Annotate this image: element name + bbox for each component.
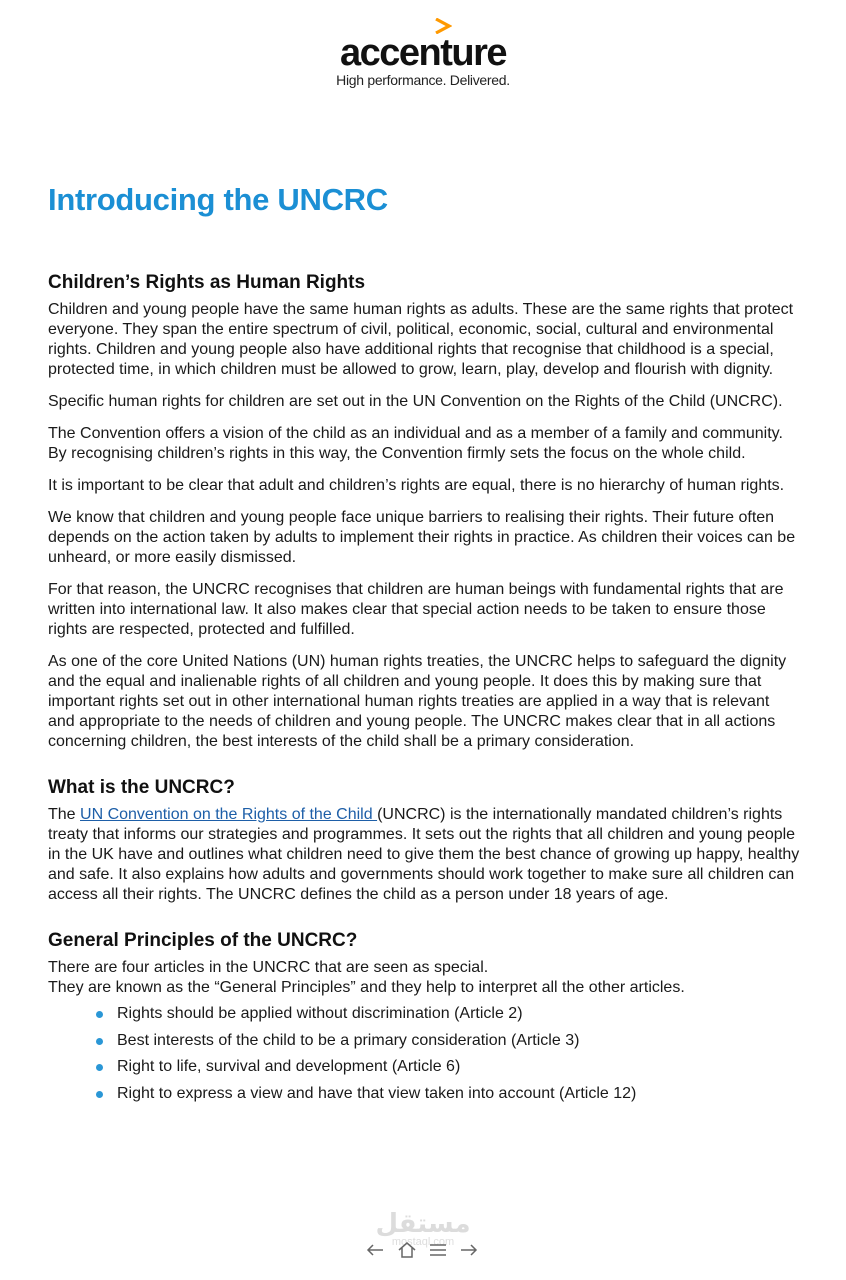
paragraph: For that reason, the UNCRC recognises that children are human beings with fundamental rights that are written into international law. It also makes clear that special action needs to be taken to ensure those rights are respected, protected and fulfilled.	[48, 581, 784, 638]
paragraph: As one of the core United Nations (UN) human rights treaties, the UNCRC helps to safeguard the dignity and the equal and inalienable rights of all children and young people. It does this by making sure that important rights set out in other international human rights treaties are applied in a way that is relevant and appropriate to the needs of children and young people. The UNCRC makes clear that in all actions concerning children, the best interests of the child shall be a primary consideration.	[48, 653, 787, 750]
chevron-icon	[434, 18, 452, 34]
menu-icon[interactable]	[429, 1243, 447, 1257]
uncrc-link[interactable]: UN Convention on the Rights of the Child	[80, 806, 378, 823]
logo-wordmark: accenture	[339, 32, 507, 74]
section-general-principles	[48, 929, 800, 1104]
paragraph: Children and young people have the same human rights as adults. These are the same rights that protect everyone. They span the entire spectrum of civil, political, economic, social, cultural and environmental rights. Children and young people also have additional rights that recognise that childhood is a special, protected time, in which children must be allowed to grow, learn, play, develop and flourish with dignity.	[48, 301, 794, 378]
back-arrow-icon[interactable]	[366, 1243, 384, 1257]
paragraph: The Convention offers a vision of the child as an individual and as a member of a family and community. By recognising children’s rights in this way, the Convention firmly sets the focus on the whole child.	[48, 425, 783, 462]
paragraph-prefix: The	[48, 806, 81, 823]
watermark-latin: mostaql.com	[391, 1236, 455, 1248]
home-icon[interactable]	[397, 1241, 417, 1259]
list-item: Right to express a view and have that view taken into account (Article 12)	[96, 1084, 800, 1104]
forward-arrow-icon[interactable]	[460, 1243, 478, 1257]
list-item: Best interests of the child to be a primary consideration (Article 3)	[96, 1031, 800, 1051]
paragraph: It is important to be clear that adult and children’s rights are equal, there is no hierarchy of human rights.	[48, 477, 785, 494]
list-item: Right to life, survival and development (Article 6)	[96, 1057, 800, 1077]
paragraph	[48, 805, 800, 905]
document-body	[48, 180, 800, 1110]
section-heading: Children’s Rights as Human Rights	[48, 272, 366, 293]
section-what-is-uncrc	[48, 776, 800, 905]
page-navigation	[366, 1236, 478, 1264]
intro-line-2: They are known as the “General Principles” and they help to interpret all the other articles.	[48, 979, 685, 996]
principles-list	[48, 1004, 800, 1104]
page-title: Introducing the UNCRC	[48, 182, 388, 217]
intro-line-1: There are four articles in the UNCRC that are seen as special.	[48, 959, 489, 976]
section-heading: General Principles of the UNCRC?	[48, 930, 358, 951]
logo-tagline: High performance. Delivered.	[336, 72, 510, 88]
section-childrens-rights	[48, 271, 800, 752]
list-item: Rights should be applied without discrimination (Article 2)	[96, 1004, 800, 1024]
paragraph: We know that children and young people face unique barriers to realising their rights. Their future often depends on the action taken by adults to implement their rights in practice. As children their voices can be unheard, or more easily dismissed.	[48, 509, 796, 566]
paragraph-text: (UNCRC) is the internationally mandated children’s rights treaty that informs our strategies and programmes. It sets out the rights that all children and young people in the UK have and outlines what children need to give them the best chance of growing up happy, healthy and safe. It also explains how adults and governments should work together to make sure all children can access all their rights. The UNCRC defines the child as a person under 18 years of age.	[48, 806, 800, 903]
watermark-arabic: مستقل	[375, 1208, 471, 1238]
paragraph: Specific human rights for children are set out in the UN Convention on the Rights of the Child (UNCRC).	[48, 393, 783, 410]
accenture-logo	[0, 18, 846, 88]
section-heading: What is the UNCRC?	[48, 777, 235, 798]
paragraph	[48, 958, 800, 998]
